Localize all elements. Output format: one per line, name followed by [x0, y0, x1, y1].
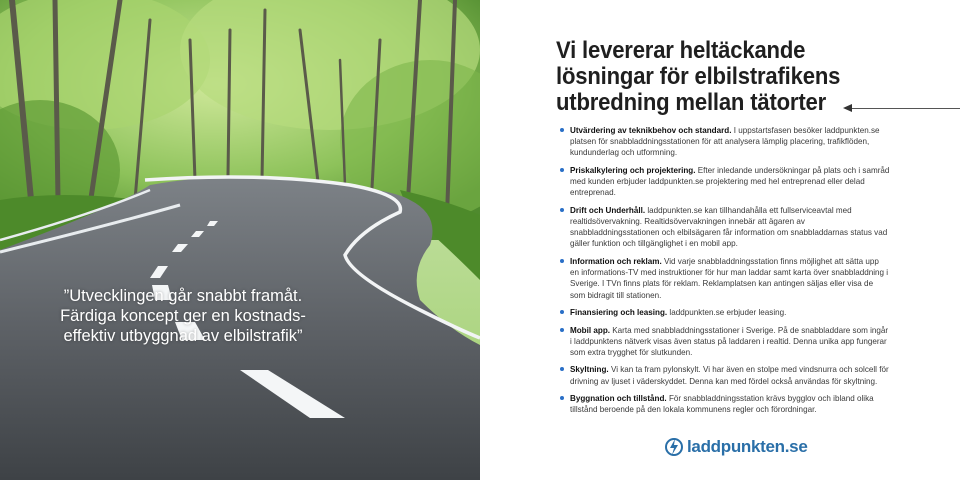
bullet-icon	[560, 310, 564, 314]
list-item	[560, 307, 890, 318]
logo	[665, 436, 808, 458]
quote-line: effektiv utbyggnad av elbilstrafik”	[63, 327, 303, 345]
service-list	[560, 125, 890, 422]
list-item	[560, 364, 890, 386]
item-title: Information och reklam.	[570, 256, 662, 266]
item-text: Vid varje snabbladdningsstation finns möjlighet att sätta upp en informations-TV med instruktioner för hur man laddar samt karta över snabbladdning i Sverige. I TVn finns plats för reklam. Reklamplatsen kan antingen säljas eller visa de som bidragit till stationen.	[570, 256, 889, 300]
item-title: Mobil app.	[570, 325, 611, 335]
item-text: Vi kan ta fram pylonskylt. Vi har även en stolpe med vindsnurra och solcell för drivning av ljuset i väderskyddet. Denna kan med fördel också användas för skyltning.	[570, 365, 889, 386]
page-title	[556, 38, 878, 116]
quote	[38, 286, 328, 346]
item-text: laddpunkten.se erbjuder leasing.	[669, 308, 787, 318]
bullet-icon	[560, 367, 564, 371]
quote-line: ”Utvecklingen går snabbt framåt.	[63, 287, 303, 305]
list-item	[560, 393, 890, 415]
list-item	[560, 205, 890, 250]
list-item	[560, 325, 890, 359]
title-line: Vi levererar heltäckande	[556, 37, 806, 64]
list-item	[560, 125, 890, 159]
arrow-line	[845, 108, 960, 109]
item-text: Efter inledande undersökningar på plats och i samråd med kunden erbjuder laddpunkten.se projektering med hel entreprenad eller delad entreprenad.	[570, 165, 890, 198]
title-line: lösningar för elbilstrafikens	[556, 63, 841, 90]
title-line: utbredning mellan tätorter	[556, 89, 827, 116]
item-text: I uppstartsfasen besöker laddpunkten.se platsen för snabbladdningsstationen för att analysera lämplig placering, trafikflöden, kundunderlag och utformning.	[570, 126, 880, 158]
bullet-icon	[560, 328, 564, 332]
item-title: Utvärdering av teknikbehov och standard.	[570, 126, 732, 135]
logo-text: laddpunkten.se	[687, 437, 808, 456]
bullet-icon	[560, 208, 564, 212]
quote-line: Färdiga koncept ger en kostnads-	[60, 307, 306, 325]
bullet-icon	[560, 168, 564, 172]
item-text: Karta med snabbladdningsstationer i Sverige. På de snabbladdare som ingår i laddpunktens nätverk visas även status på laddaren i realtid. Denna unika app fungerar som extra trygghet för slutkunden.	[570, 325, 889, 357]
item-text: För snabbladdningsstation krävs bygglov och ibland olika tillstånd beroende på den lokala kommunens regler och förordningar.	[570, 394, 874, 415]
item-title: Finansiering och leasing.	[570, 308, 668, 318]
item-title: Byggnation och tillstånd.	[570, 394, 667, 404]
item-title: Skyltning.	[570, 365, 609, 375]
list-item	[560, 165, 890, 199]
item-text: laddpunkten.se kan tillhandahålla ett fullserviceavtal med realtidsövervakning. Realtidsövervakningen innebär att ägaren av snabbladdningsstationen och elbilsägaren får information om snabbladdarnas status vad gäller funktion och tillgänglighet i en mobil app.	[570, 205, 888, 249]
bullet-icon	[560, 396, 564, 400]
item-title: Priskalkylering och projektering.	[570, 165, 696, 175]
bullet-icon	[560, 128, 564, 132]
headline-block	[556, 38, 906, 116]
plug-bolt-icon	[665, 436, 683, 458]
item-title: Drift och Underhåll.	[570, 205, 646, 215]
arrow-icon	[843, 104, 852, 112]
bullet-icon	[560, 259, 564, 263]
list-item	[560, 256, 890, 301]
